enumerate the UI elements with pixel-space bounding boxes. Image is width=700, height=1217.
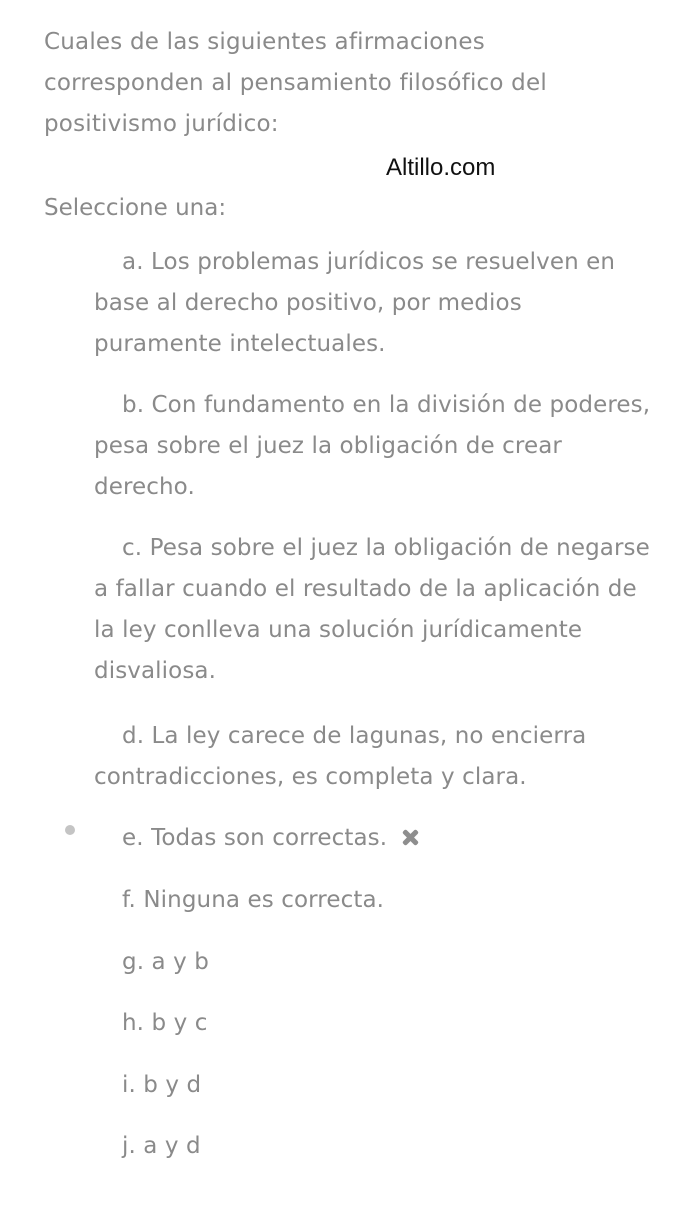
option-d[interactable] — [94, 716, 654, 798]
option-g-label: g. a y b — [122, 949, 209, 975]
option-h-label: h. b y c — [122, 1010, 208, 1036]
option-j[interactable] — [94, 1126, 654, 1167]
option-b-label: b. Con fundamento en la división de poderes, pesa sobre el juez la obligación de crear derecho. — [94, 392, 651, 500]
watermark: Altillo.com — [386, 154, 496, 181]
option-g[interactable] — [94, 942, 654, 983]
option-b[interactable] — [94, 385, 654, 508]
option-d-label: d. La ley carece de lagunas, no encierra contradicciones, es completa y clara. — [94, 723, 587, 790]
option-c-label: c. Pesa sobre el juez la obligación de negarse a fallar cuando el resultado de la aplicación de la ley conlleva una solución jurídicamente disvaliosa. — [94, 535, 650, 684]
select-one-prompt: Seleccione una: — [44, 195, 227, 221]
option-a[interactable] — [94, 242, 654, 365]
option-f[interactable] — [94, 880, 654, 921]
option-h[interactable] — [94, 1003, 654, 1044]
wrong-answer-icon — [401, 828, 419, 846]
option-j-label: j. a y d — [122, 1133, 201, 1159]
question-text: Cuales de las siguientes afirmaciones corresponden al pensamiento filosófico del positivismo jurídico: — [44, 29, 547, 137]
selected-radio[interactable] — [65, 825, 75, 835]
option-e[interactable] — [94, 818, 654, 859]
option-e-label: e. Todas son correctas. — [122, 825, 388, 851]
option-i-label: i. b y d — [122, 1072, 202, 1098]
option-i[interactable] — [94, 1065, 654, 1106]
option-c[interactable] — [94, 528, 654, 692]
option-f-label: f. Ninguna es correcta. — [122, 887, 385, 913]
option-a-label: a. Los problemas jurídicos se resuelven en base al derecho positivo, por medios puramente intelectuales. — [94, 249, 616, 357]
